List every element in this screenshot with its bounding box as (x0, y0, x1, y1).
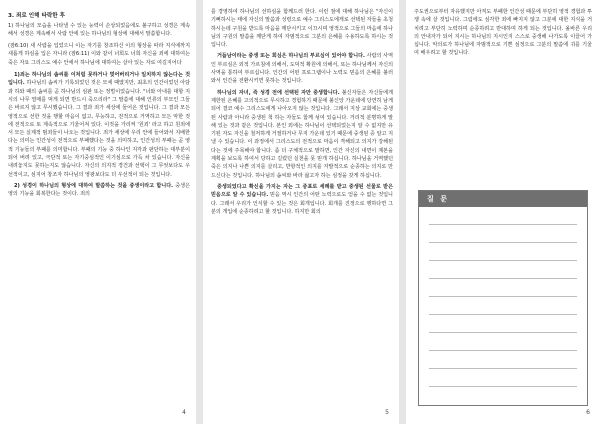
paragraph-sin (8, 71, 190, 179)
paragraph-intro: 1) 하나님의 모습을 나타낼 수 있는 능력이 손상되었음에도 불구하고 성경은 계속해서 성경은 계속해서 사람 안에 있는 하나님의 형상에 대해서 말씀합니다. (8, 22, 190, 37)
paragraph-calling-lead: 거듭남이라는 중생 또는 회심은 하나님의 부르심이 있어야 합니다. (217, 53, 365, 60)
paragraph-assurance (211, 183, 393, 216)
answer-line[interactable] (429, 242, 577, 243)
page-4 (0, 0, 196, 424)
answer-line[interactable] (429, 332, 577, 333)
scripture-quote: (잠6:10) 새 사람을 입었으니 이는 자기를 창조하신 이의 형상을 따라 지식에까지 새롭게 하심을 입은 자니라 (잠6:11) 이와 같이 너희도 너희 자신을 죄에 대하여는 죽은 자요 그리스도 예수 안에서 하나님에 대하여는 살아 있는 자로 여길지어다 (8, 43, 190, 66)
paragraph-regeneration-lead: 2) 성경이 하나님의 형상에 대하여 말씀하는 것을 중생이라고 합니다. (14, 182, 174, 189)
answer-line[interactable] (429, 350, 577, 351)
questions-box (418, 190, 588, 406)
paragraph-calling (211, 52, 393, 85)
paragraph-assurance-body: 믿음 역시 인간의 어떤 노력으로도 얻을 수 없는 것입니다. 그래서 우리가 인식할 수 있는 것은 회개입니다. 회개를 진정으로 행하다면 그분의 개입에 순종하려고 할 것입니다. 하지만 회의 (211, 192, 393, 215)
page-number: 6 (586, 409, 590, 416)
answer-line[interactable] (429, 278, 577, 279)
page-5 (203, 0, 399, 424)
heading-section-3: 3. 죄로 인해 타락한 후 (8, 13, 66, 19)
paragraph-continued: 를 경영하여 하나님의 선하심을 함께드러 한다. 이런 점에 대해 하나님은 "자신이 기뻐하시는 태에 자신의 말씀과 성령으로 예수 그리스도에게로 선택된 자들을 초청하시는데 구원을 받드록 마음을 깨닫시키고 이끄시며 영적으로 그들의 마음에 하나님의 구원의 말씀을 깨닫게 하여 자범적으로 그분의 은혜를 수용하도록 하시는 것입니다. (211, 9, 393, 49)
answer-line[interactable] (429, 224, 577, 225)
paragraph-assurance-lead: 중생되었다고 확신을 가지는 자는 그 증표로 세례를 받고 중생된 선물로 받은 믿음으로 알 수 있습니다. (211, 183, 393, 199)
paragraph-elect (211, 89, 393, 180)
answer-line[interactable] (429, 386, 577, 387)
paragraph-sin-body: 하나님의 솜씨가 기록되었던 것은 모세 때였지만, 최초의 인간이었던 아담과 하와 때의 솜씨를 곧 하나님의 심판 또는 정벌이었습니다. "너와 아내를 대항 지식의 나무 열매를 먹게 되면 반드시 죽으리라" 그 말씀에 대해 인류의 부모인 그들은 바르지 않고 무시했습니다. 그 결과 죄가 세상에 들어온 것입니다. 그 결과 모든 영적으로 선한 것을 행할 마음이 없고, 무능하고, 전적으로 거역하고 모든 악한 것에 전적으로 또 계속적으로 기울어져 있다. 이것을 가리켜 '원죄' 라고 하고 원죄에서 모든 실제적 범죄들이 나오는 것입니다. 죄가 세상에 우리 안에 들어와서 지배한다는 의미는 인간성이 전적으로 부패했다는 것을 의미하고, 인간성의 부패는 곧 영적 기능들의 부패를 의미합니다. 부패의 기능 중 하나인 지각과 판단하는 대부분이 되어 버려 있고, 극단적 또는 자기중심적인 이기심으로 가득 차 있습니다. 자신을 내려놓지도 못하는지도 않습니다. 자신의 의지적 경건과 선택이 그 무엇보다도 우선적이고, 심지어 창조자 하나님의 영광보다도 더 우선적이 되는 것입니다. (8, 80, 190, 178)
paragraph-elect-lead: 하나님의 자녀, 즉 성경 전에 선택된 자만 중생합니다. (217, 89, 340, 96)
paragraph-closing: 주도권으로부터 자유했지만 아직도 부패한 인간성 때문에 부단히 영적 경험과 투쟁 속에 살 것입니다. 그럼에도 심각한 죄에 빠지지 않고 그분에 대한 지식을 거치려고 부단히 노력하며 순종하려고 반대하며 하게 되는 것입니다. 올바른 우리의 안내자가 되어 지시는 하나님의 지시인지 스스로 중생해 나가도록 이끌어 가십니다. 악의로가 하나님에 자범적으로 기쁜 심정으로 그분의 말씀에 귀를 기울여 배우려고 할 것입니다. (414, 9, 592, 57)
questions-title: 질 문 (419, 191, 587, 207)
gutter (399, 0, 406, 424)
page-6 (406, 0, 600, 424)
paragraph-sin-lead: 1)죄는 하나님의 솜씨를 이처럼 못하거나 멎어버리거나 일치하지 않는다는 것입니다. (8, 72, 190, 87)
page-number: 4 (182, 409, 186, 416)
gutter (196, 0, 203, 424)
answer-line[interactable] (429, 368, 577, 369)
paragraph-elect-body: 불신자들은 자신들에게 제한된 은혜를 고의적으로 무시하고 경험하기 때문에 불신앙 가운데에 당연히 남게 되어 결코 예수 그리스도에게 나아오지 않는 것입니다. 그래서 지상 교회에는 중생된 사람과 아니라 중생된 척 하는 자들도 함께 섞여 있습니다. 거리적 분명하게 말해 있는 것과 같은 것입니다. 본인 외에는 하나님이 선택되었는지 알 수 없지만 유기된 자도 자신을 철저하게 거절하거나 무지 가운데 있기 때문에 중생된 증 알고 지낼 수 있습니다. 이 과정에서 그리스도의 전적으로 마음이 격해되고 의지가 강해된다는 것에 주목해야 합니다. 좀 더 구체적으로 말하면, 인간 자신의 내면이 제본을 계획을 보도록 하여서 당하고 길렀던 실천을 못 믿개 하십니다. 하나님을 거역했던 죽은 의지나 나쁜 의지를 살리고, 반항적인 의지를 자발적으로 순종하는 의지로 만드신다는 것입니다. 하나님의 솜씨와 바라 삶고자 하는 심정을 갖게 하십니다. (211, 89, 393, 179)
answer-line[interactable] (429, 260, 577, 261)
answer-line[interactable] (429, 314, 577, 315)
paragraph-regeneration (8, 182, 190, 199)
paragraph-calling-body: 사람의 사역인 부르심은 외적 가르침에 의해서, 도덕적 확원에 의해서, 또는 하나님께서 자신의 사역을 통하여 부르십니다. 인간의 어떤 프로그램이나 노력도 믿음의 은혜를 불러와서 인간을 전환시키면 못하는 것입니다. (211, 53, 393, 85)
paragraph-regeneration-body: 중생은 영의 기능을 회복한다는 것이다. 죄의 (8, 182, 190, 198)
page-number: 5 (385, 409, 389, 416)
answer-line[interactable] (429, 296, 577, 297)
